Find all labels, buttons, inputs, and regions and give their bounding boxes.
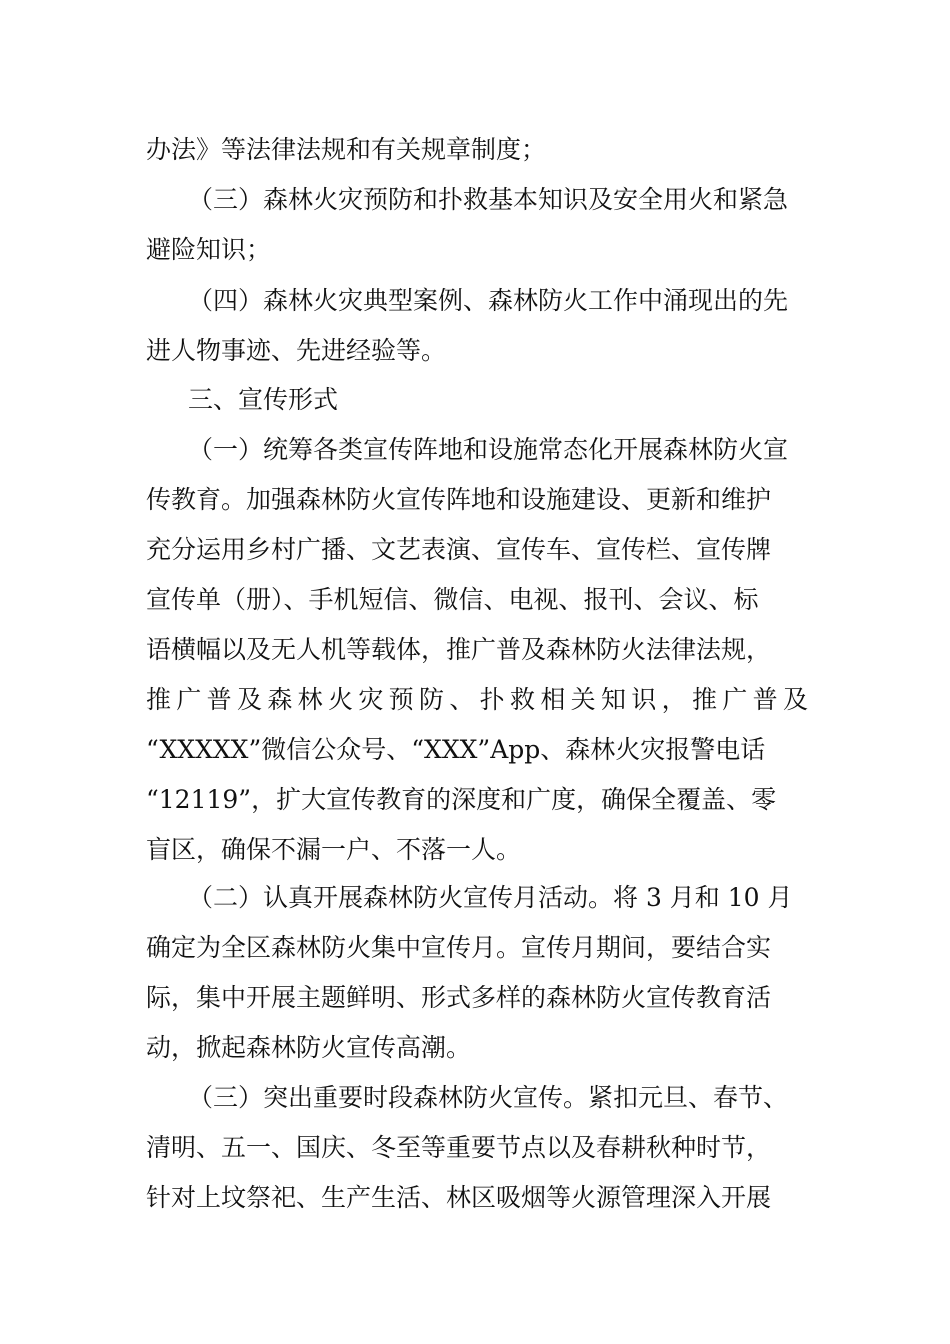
text-line: 盲区，确保不漏一户、不落一人。 (146, 835, 522, 864)
text-line: 进人物事迹、先进经验等。 (146, 336, 447, 365)
text-line: 传教育。加强森林防火宣传阵地和设施建设、更新和维护 (146, 485, 772, 514)
text-line: 确定为全区森林防火集中宣传月。宣传月期间，要结合实 (146, 933, 772, 962)
text-line: “XXXXX”微信公众号、“XXX”App、森林火灾报警电话 (146, 735, 766, 764)
text-line: 清明、五一、国庆、冬至等重要节点以及春耕秋种时节， (146, 1133, 772, 1162)
section-heading: 三、宣传形式 (188, 385, 339, 414)
text-line: 避险知识； (146, 235, 272, 264)
text-line: 宣传单（册）、手机短信、微信、电视、报刊、会议、标 (146, 585, 759, 614)
text-line: 充分运用乡村广播、文艺表演、宣传车、宣传栏、宣传牌 (146, 535, 772, 564)
text-line: （一）统筹各类宣传阵地和设施常态化开展森林防火宣 (188, 435, 789, 464)
text-line: （三）森林火灾预防和扑救基本知识及安全用火和紧急 (188, 185, 789, 214)
text-line: 办法》等法律法规和有关规章制度； (146, 135, 547, 164)
text-line: （四）森林火灾典型案例、森林防火工作中涌现出的先 (188, 286, 789, 315)
text-line: 针对上坟祭祀、生产生活、林区吸烟等火源管理深入开展 (146, 1183, 772, 1212)
text-line: 动，掀起森林防火宣传高潮。 (146, 1033, 472, 1062)
text-line: “12119”，扩大宣传教育的深度和广度，确保全覆盖、零 (146, 785, 777, 814)
text-line: 际，集中开展主题鲜明、形式多样的森林防火宣传教育活 (146, 983, 772, 1012)
text-line: 语横幅以及无人机等载体，推广普及森林防火法律法规， (146, 635, 772, 664)
text-line: （三）突出重要时段森林防火宣传。紧扣元旦、春节、 (188, 1083, 789, 1112)
text-line: （二）认真开展森林防火宣传月活动。将 3 月和 10 月 (188, 883, 793, 912)
text-line: 推广普及森林火灾预防、扑救相关知识，推广普及 (146, 685, 808, 714)
